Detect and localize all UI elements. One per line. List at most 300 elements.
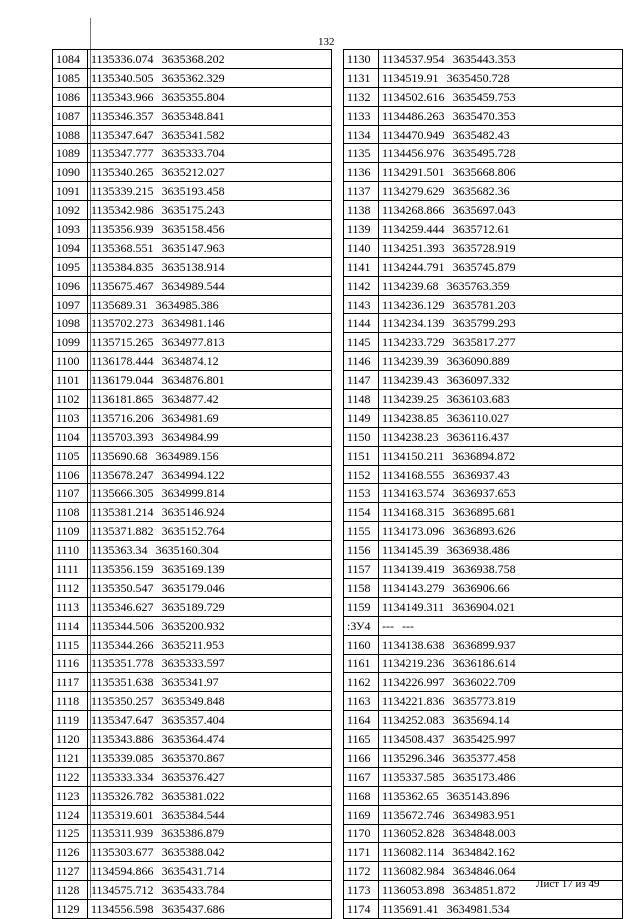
- point-coordinates: [88, 692, 332, 711]
- coordinate-x: 1135381.214: [91, 505, 154, 520]
- coordinate-x: 1135296.346: [382, 750, 445, 765]
- point-number: 1120: [53, 730, 88, 749]
- point-coordinates: [379, 786, 623, 805]
- table-row: [53, 50, 332, 69]
- coordinate-y: 3635158.456: [161, 221, 225, 236]
- coordinate-x: 1136082.114: [382, 845, 445, 860]
- point-number: 1139: [344, 220, 379, 239]
- point-number: 1108: [53, 503, 88, 522]
- point-number: 1096: [53, 276, 88, 295]
- table-row: [344, 125, 623, 144]
- point-coordinates: [379, 654, 623, 673]
- coordinate-x: 1134470.949: [382, 127, 445, 142]
- point-number: 1104: [53, 427, 88, 446]
- point-number: 1093: [53, 220, 88, 239]
- point-coordinates: [379, 711, 623, 730]
- coordinate-x: 1135336.074: [91, 51, 154, 66]
- table-row: [344, 220, 623, 239]
- coordinate-y: 3636186.614: [452, 656, 516, 671]
- coordinate-x: 1135689.31: [91, 297, 148, 312]
- table-row: [344, 805, 623, 824]
- coordinate-y: 3635173.486: [452, 769, 516, 784]
- coordinate-x: 1135384.835: [91, 259, 154, 274]
- coordinate-y: 3635682.36: [452, 184, 510, 199]
- table-row: [344, 68, 623, 87]
- table-row: [344, 503, 623, 522]
- table-row: [344, 371, 623, 390]
- point-coordinates: [88, 824, 332, 843]
- coordinate-y: 3635470.353: [452, 108, 516, 123]
- coordinate-x: 1134259.444: [382, 221, 445, 236]
- point-coordinates: [88, 767, 332, 786]
- point-number: 1135: [344, 144, 379, 163]
- point-number: 1098: [53, 314, 88, 333]
- coordinate-y: 3635368.202: [161, 51, 225, 66]
- coordinate-x: ---: [382, 618, 394, 633]
- coordinate-y: 3635160.304: [155, 543, 219, 558]
- table-row: [344, 824, 623, 843]
- point-coordinates: [88, 654, 332, 673]
- coordinate-x: 1134575.712: [91, 883, 154, 898]
- point-number: 1142: [344, 276, 379, 295]
- coordinate-y: 3635728.919: [452, 240, 516, 255]
- coordinate-x: 1135351.638: [91, 675, 154, 690]
- coordinate-x: 1134168.315: [382, 505, 445, 520]
- coordinate-y: 3634877.42: [161, 391, 219, 406]
- coordinate-x: 1135326.782: [91, 788, 154, 803]
- point-number: 1111: [53, 560, 88, 579]
- table-row: [53, 503, 332, 522]
- point-number: 1156: [344, 541, 379, 560]
- table-row: [344, 446, 623, 465]
- table-row: [344, 238, 623, 257]
- point-number: 1084: [53, 50, 88, 69]
- point-coordinates: [88, 635, 332, 654]
- coordinate-x: 1134226.997: [382, 675, 445, 690]
- point-coordinates: [379, 767, 623, 786]
- table-row: [53, 295, 332, 314]
- coordinate-y: 3635712.61: [452, 221, 510, 236]
- coordinate-x: 1134221.836: [382, 694, 445, 709]
- coordinate-x: 1135344.266: [91, 637, 154, 652]
- coordinate-x: 1135678.247: [91, 467, 154, 482]
- point-coordinates: [88, 862, 332, 881]
- table-row: [53, 446, 332, 465]
- point-coordinates: [379, 333, 623, 352]
- table-row: [53, 692, 332, 711]
- coordinate-x: 1134556.598: [91, 902, 154, 917]
- point-number: 1127: [53, 862, 88, 881]
- point-number: 1146: [344, 352, 379, 371]
- coordinate-x: 1134173.096: [382, 524, 445, 539]
- coordinate-x: 1134143.279: [382, 580, 445, 595]
- point-coordinates: [379, 295, 623, 314]
- point-number: 1114: [53, 616, 88, 635]
- table-row: [344, 87, 623, 106]
- point-coordinates: [379, 125, 623, 144]
- coordinate-y: 3634999.814: [161, 486, 225, 501]
- point-number: 1143: [344, 295, 379, 314]
- table-row: [53, 257, 332, 276]
- point-coordinates: [88, 144, 332, 163]
- page-number: 132: [318, 36, 335, 48]
- coordinate-y: 3635152.764: [161, 524, 225, 539]
- point-number: 1097: [53, 295, 88, 314]
- table-row: [53, 238, 332, 257]
- coordinate-y: 3635495.728: [452, 146, 516, 161]
- point-number: 1173: [344, 881, 379, 900]
- coordinate-y: 3635443.353: [452, 51, 516, 66]
- point-number: 1152: [344, 465, 379, 484]
- coordinate-y: 3636938.486: [446, 543, 510, 558]
- coordinate-x: 1135703.393: [91, 429, 154, 444]
- coordinate-y: 3634985.386: [155, 297, 219, 312]
- coordinate-y: 3634983.951: [452, 807, 516, 822]
- point-coordinates: [88, 616, 332, 635]
- point-number: 1125: [53, 824, 88, 843]
- point-number: 1157: [344, 560, 379, 579]
- coordinate-y: 3635376.427: [161, 769, 225, 784]
- table-row: [344, 786, 623, 805]
- point-number: 1149: [344, 408, 379, 427]
- point-number: 1165: [344, 730, 379, 749]
- table-row: [344, 106, 623, 125]
- coordinate-x: 1134219.236: [382, 656, 445, 671]
- coordinate-y: 3635817.277: [452, 335, 516, 350]
- table-row: [344, 163, 623, 182]
- coordinate-x: 1135690.68: [91, 448, 148, 463]
- coordinate-x: 1134234.139: [382, 316, 445, 331]
- table-row: [53, 786, 332, 805]
- point-number: 1129: [53, 900, 88, 919]
- point-coordinates: [88, 125, 332, 144]
- coordinate-x: 1134145.39: [382, 543, 439, 558]
- point-number: 1128: [53, 881, 88, 900]
- point-coordinates: [88, 900, 332, 919]
- point-number: 1153: [344, 484, 379, 503]
- coordinate-y: 3634989.156: [155, 448, 219, 463]
- table-row: [344, 352, 623, 371]
- table-row: [344, 427, 623, 446]
- coordinate-y: 3635333.704: [161, 146, 225, 161]
- table-row: [344, 900, 623, 919]
- table-row: [53, 125, 332, 144]
- point-number: 1113: [53, 597, 88, 616]
- point-number: 1109: [53, 522, 88, 541]
- point-number: 1121: [53, 748, 88, 767]
- coordinate-x: 1134139.419: [382, 561, 445, 576]
- point-number: 1171: [344, 843, 379, 862]
- coordinate-x: 1134508.437: [382, 732, 445, 746]
- table-row: [53, 824, 332, 843]
- table-row: [53, 427, 332, 446]
- coordinate-x: 1134138.638: [382, 637, 445, 652]
- point-coordinates: [379, 276, 623, 295]
- table-row: [53, 862, 332, 881]
- coordinate-y: 3636937.653: [452, 486, 516, 501]
- table-row: [344, 276, 623, 295]
- coordinate-y: 3635799.293: [452, 316, 516, 331]
- point-number: 1174: [344, 900, 379, 919]
- point-number: 1101: [53, 371, 88, 390]
- point-coordinates: [379, 163, 623, 182]
- point-coordinates: [88, 182, 332, 201]
- coordinate-y: 3634842.162: [452, 845, 516, 860]
- coordinate-x: 1136053.898: [382, 883, 445, 898]
- coordinate-x: 1134244.791: [382, 259, 445, 274]
- point-coordinates: [379, 201, 623, 220]
- coordinate-y: 3634984.99: [161, 429, 219, 444]
- coordinate-x: 1135344.506: [91, 618, 154, 633]
- table-row: [344, 182, 623, 201]
- table-row: [53, 106, 332, 125]
- point-number: 1091: [53, 182, 88, 201]
- point-coordinates: [379, 692, 623, 711]
- coordinate-x: 1134537.954: [382, 51, 445, 66]
- coordinate-y: 3635668.806: [452, 165, 516, 180]
- table-row: [53, 673, 332, 692]
- coordinate-y: 3635189.729: [161, 599, 225, 614]
- point-number: 1117: [53, 673, 88, 692]
- coordinate-x: 1134163.574: [382, 486, 445, 501]
- point-coordinates: [379, 824, 623, 843]
- table-row: [344, 843, 623, 862]
- coordinate-x: 1135343.886: [91, 732, 154, 746]
- table-row: [53, 371, 332, 390]
- coordinate-x: 1135303.677: [91, 845, 154, 860]
- table-row: [53, 163, 332, 182]
- table-row: [53, 333, 332, 352]
- point-number: 1167: [344, 767, 379, 786]
- coordinate-y: 3636103.683: [446, 391, 510, 406]
- point-coordinates: [88, 730, 332, 749]
- point-coordinates: [379, 446, 623, 465]
- coordinate-y: 3635200.932: [161, 618, 225, 633]
- table-row: [53, 560, 332, 579]
- point-coordinates: [88, 238, 332, 257]
- coordinate-x: 1135356.939: [91, 221, 154, 236]
- point-number: 1102: [53, 390, 88, 409]
- coordinate-x: 1134238.23: [382, 429, 439, 444]
- point-coordinates: [379, 50, 623, 69]
- point-coordinates: [88, 50, 332, 69]
- point-coordinates: [379, 616, 623, 635]
- point-number: 1115: [53, 635, 88, 654]
- coordinate-x: 1135702.273: [91, 316, 154, 331]
- table-row: [344, 522, 623, 541]
- point-number: 1140: [344, 238, 379, 257]
- point-coordinates: [88, 578, 332, 597]
- coordinate-x: 1135347.777: [91, 146, 154, 161]
- coordinate-y: 3634981.534: [446, 902, 510, 917]
- sheet-footer: Лист 17 из 49: [536, 878, 600, 890]
- table-row: [53, 182, 332, 201]
- table-row: [53, 144, 332, 163]
- point-coordinates: [379, 900, 623, 919]
- point-number: 1162: [344, 673, 379, 692]
- coordinate-y: 3635362.329: [161, 70, 225, 85]
- coordinate-x: 1135716.206: [91, 410, 154, 425]
- coordinate-x: 1135339.085: [91, 750, 154, 765]
- coordinate-y: 3635169.139: [161, 561, 225, 576]
- coordinate-x: 1134239.68: [382, 278, 439, 293]
- point-coordinates: [379, 503, 623, 522]
- coordinate-x: 1135337.585: [382, 769, 445, 784]
- coordinate-y: 3635370.867: [161, 750, 225, 765]
- coordinate-y: 3635425.997: [452, 732, 516, 746]
- coordinate-y: 3636022.709: [452, 675, 516, 690]
- coordinate-x: 1134252.083: [382, 713, 445, 728]
- coordinate-x: 1135319.601: [91, 807, 154, 822]
- coordinate-y: 3634848.003: [452, 826, 516, 841]
- point-coordinates: [379, 843, 623, 862]
- table-row: [344, 578, 623, 597]
- table-row: [344, 201, 623, 220]
- coordinate-y: 3634846.064: [452, 864, 516, 879]
- point-coordinates: [88, 711, 332, 730]
- coordinate-x: 1134239.25: [382, 391, 439, 406]
- point-coordinates: [88, 276, 332, 295]
- point-number: 1150: [344, 427, 379, 446]
- table-row: [53, 314, 332, 333]
- coordinate-x: 1134150.211: [382, 448, 445, 463]
- table-row: [344, 767, 623, 786]
- coordinate-x: 1135347.647: [91, 713, 154, 728]
- point-coordinates: [88, 522, 332, 541]
- coordinate-x: 1135339.215: [91, 184, 154, 199]
- coordinate-y: 3635388.042: [161, 845, 225, 860]
- point-number: 1154: [344, 503, 379, 522]
- point-coordinates: [379, 465, 623, 484]
- table-row: [53, 68, 332, 87]
- point-coordinates: [379, 805, 623, 824]
- point-number: 1141: [344, 257, 379, 276]
- point-number: 1134: [344, 125, 379, 144]
- point-number: 1088: [53, 125, 88, 144]
- table-row: [53, 616, 332, 635]
- coordinate-y: 3634977.813: [161, 335, 225, 350]
- coordinate-y: 3634874.12: [161, 354, 219, 369]
- table-row: [344, 673, 623, 692]
- coordinate-y: 3636937.43: [452, 467, 510, 482]
- table-row: [53, 578, 332, 597]
- coordinate-y: 3636895.681: [452, 505, 516, 520]
- point-number: 1110: [53, 541, 88, 560]
- point-coordinates: [88, 408, 332, 427]
- coordinate-x: 1134268.866: [382, 203, 445, 218]
- point-number: 1095: [53, 257, 88, 276]
- coordinate-y: 3635697.043: [452, 203, 516, 218]
- coordinate-y: 3635381.022: [161, 788, 225, 803]
- table-row: [344, 711, 623, 730]
- point-coordinates: [379, 106, 623, 125]
- point-number: 1100: [53, 352, 88, 371]
- point-coordinates: [88, 805, 332, 824]
- coordinate-x: 1135356.159: [91, 561, 154, 576]
- coordinate-x: 1135347.647: [91, 127, 154, 142]
- table-row: [53, 900, 332, 919]
- table-row: [53, 390, 332, 409]
- point-number: 1123: [53, 786, 88, 805]
- point-number: 1122: [53, 767, 88, 786]
- coordinate-y: 3634851.872: [452, 883, 516, 898]
- table-row: [344, 541, 623, 560]
- point-coordinates: [88, 68, 332, 87]
- point-coordinates: [88, 390, 332, 409]
- coordinate-y: 3636893.626: [452, 524, 516, 539]
- coordinate-y: 3636090.889: [446, 354, 510, 369]
- point-coordinates: [88, 201, 332, 220]
- point-number: 1107: [53, 484, 88, 503]
- coordinate-y: 3634876.801: [161, 373, 225, 388]
- point-coordinates: [88, 465, 332, 484]
- point-number: 1085: [53, 68, 88, 87]
- coordinate-y: 3635377.458: [452, 750, 516, 765]
- point-number: 1112: [53, 578, 88, 597]
- table-row: [53, 730, 332, 749]
- table-row: [53, 767, 332, 786]
- coordinate-y: 3635147.963: [161, 240, 225, 255]
- coordinate-y: 3636116.437: [446, 429, 510, 444]
- point-coordinates: [88, 295, 332, 314]
- point-number: 1155: [344, 522, 379, 541]
- coordinate-y: 3635482.43: [452, 127, 510, 142]
- point-number: 1130: [344, 50, 379, 69]
- coordinate-x: 1134238.85: [382, 410, 439, 425]
- point-number: 1151: [344, 446, 379, 465]
- coordinates-table-left: [52, 49, 332, 919]
- table-row: [344, 144, 623, 163]
- table-row: [53, 484, 332, 503]
- table-row: [53, 522, 332, 541]
- point-coordinates: [88, 163, 332, 182]
- coordinate-x: 1134486.263: [382, 108, 445, 123]
- point-number: 1164: [344, 711, 379, 730]
- point-coordinates: [88, 87, 332, 106]
- coordinate-y: 3634981.69: [161, 410, 219, 425]
- coordinate-x: 1134239.39: [382, 354, 439, 369]
- coordinate-x: 1135672.746: [382, 807, 445, 822]
- point-coordinates: [379, 673, 623, 692]
- table-row: [53, 352, 332, 371]
- table-row: [53, 881, 332, 900]
- table-row: [53, 843, 332, 862]
- coordinate-x: 1134456.976: [382, 146, 445, 161]
- point-coordinates: [88, 333, 332, 352]
- table-row: [344, 408, 623, 427]
- point-coordinates: [88, 257, 332, 276]
- point-coordinates: [379, 257, 623, 276]
- coordinate-y: 3635146.924: [161, 505, 225, 520]
- point-number: 1105: [53, 446, 88, 465]
- coordinate-y: 3635143.896: [446, 788, 510, 803]
- coordinate-x: 1134233.729: [382, 335, 445, 350]
- coordinate-x: 1134519.91: [382, 70, 439, 85]
- table-row: [53, 597, 332, 616]
- point-coordinates: [88, 597, 332, 616]
- coordinate-y: 3635333.597: [161, 656, 225, 671]
- point-number: 1170: [344, 824, 379, 843]
- table-row: [344, 390, 623, 409]
- point-number: 1131: [344, 68, 379, 87]
- table-row: [53, 654, 332, 673]
- coordinate-y: 3635355.804: [161, 89, 225, 104]
- coordinate-x: 1135311.939: [91, 826, 154, 841]
- point-coordinates: [379, 748, 623, 767]
- point-number: 1106: [53, 465, 88, 484]
- coordinate-x: 1135675.467: [91, 278, 154, 293]
- coordinate-y: ---: [402, 618, 414, 633]
